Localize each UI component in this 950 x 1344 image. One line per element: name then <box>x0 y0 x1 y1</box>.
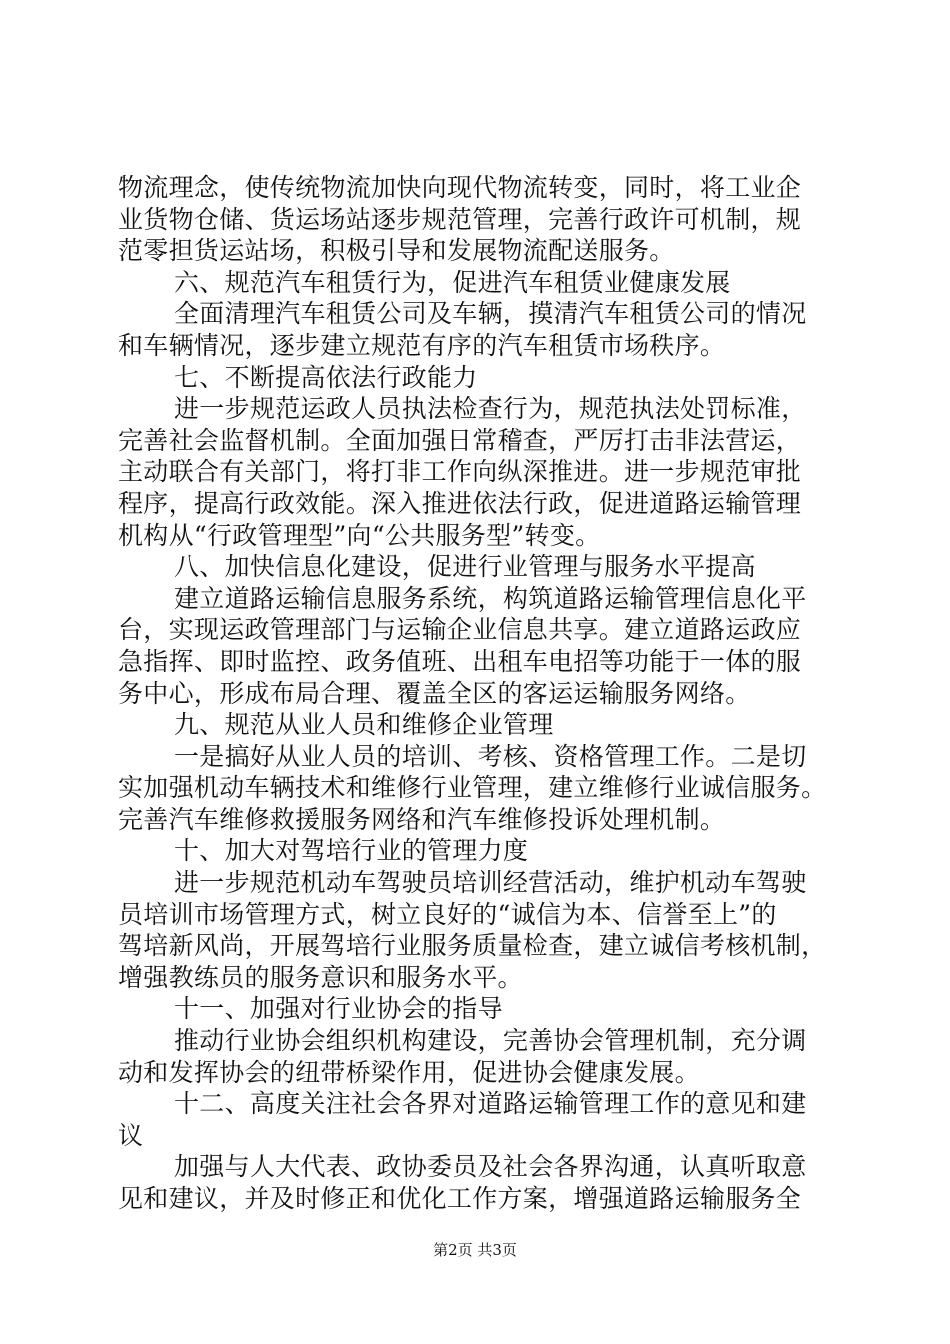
text-line: 实加强机动车辆技术和维修行业管理，建立维修行业诚信服务。 <box>118 773 827 803</box>
text-line: 物流理念，使传统物流加快向现代物流转变，同时，将工业企 <box>118 173 802 202</box>
text-line: 增强教练员的服务意识和服务水平。 <box>118 962 523 992</box>
text-line: 十二、高度关注社会各界对道路运输管理工作的意见和建 <box>174 1089 807 1119</box>
text-line: 九、规范从业人员和维修企业管理 <box>174 710 554 740</box>
text-line: 动和发挥协会的纽带桥梁作用，促进协会健康发展。 <box>118 1057 700 1087</box>
text-line: 建立道路运输信息服务系统，构筑道路运输管理信息化平 <box>174 583 807 613</box>
text-line: 六、规范汽车租赁行为，促进汽车租赁业健康发展 <box>174 267 731 297</box>
document-body <box>118 172 838 1215</box>
text-line: 八、加快信息化建设，促进行业管理与服务水平提高 <box>174 552 756 582</box>
text-line: 主动联合有关部门，将打非工作向纵深推进。进一步规范审批 <box>118 457 802 487</box>
text-line: 台，实现运政管理部门与运输企业信息共享。建立道路运政应 <box>118 615 802 645</box>
text-line: 加强与人大代表、政协委员及社会各界沟通，认真听取意 <box>174 1152 807 1182</box>
text-line: 务中心，形成布局合理、覆盖全区的客运运输服务网络。 <box>118 678 751 708</box>
text-line: 一是搞好从业人员的培训、考核、资格管理工作。二是切 <box>174 741 807 771</box>
text-line: 推动行业协会组织机构建设，完善协会管理机制，充分调 <box>174 1026 807 1056</box>
text-line: 全面清理汽车租赁公司及车辆，摸清汽车租赁公司的情况 <box>174 299 807 329</box>
text-line: 进一步规范机动车驾驶员培训经营活动，维护机动车驾驶 <box>174 868 807 898</box>
text-line: 和车辆情况，逐步建立规范有序的汽车租赁市场秩序。 <box>118 330 726 360</box>
text-line: 业货物仓储、货运场站逐步规范管理，完善行政许可机制，规 <box>118 204 802 234</box>
text-line: 议 <box>118 1120 144 1150</box>
text-line: 完善汽车维修救援服务网络和汽车维修投诉处理机制。 <box>118 804 726 834</box>
text-line: 驾培新风尚，开展驾培行业服务质量检查，建立诚信考核机制， <box>118 931 827 961</box>
text-line: 十一、加强对行业协会的指导 <box>174 994 503 1024</box>
text-line: 机构从“行政管理型”向“公共服务型”转变。 <box>118 520 601 550</box>
text-line: 急指挥、即时监控、政务值班、出租车电招等功能于一体的服 <box>118 646 802 676</box>
text-line: 见和建议，并及时修正和优化工作方案，增强道路运输服务全 <box>118 1184 802 1213</box>
page-footer: 第2页 共3页 <box>433 1241 517 1259</box>
text-line: 进一步规范运政人员执法检查行为，规范执法处罚标准， <box>174 394 807 424</box>
text-line: 程序，提高行政效能。深入推进依法行政，促进道路运输管理 <box>118 488 802 518</box>
text-line: 员培训市场管理方式，树立良好的“诚信为本、信誉至上”的 <box>118 899 777 929</box>
text-line: 完善社会监督机制。全面加强日常稽查，严厉打击非法营运， <box>118 425 802 455</box>
text-line: 范零担货运站场，积极引导和发展物流配送服务。 <box>118 236 675 266</box>
text-line: 十、加大对驾培行业的管理力度 <box>174 836 529 866</box>
text-line: 七、不断提高依法行政能力 <box>174 362 478 392</box>
